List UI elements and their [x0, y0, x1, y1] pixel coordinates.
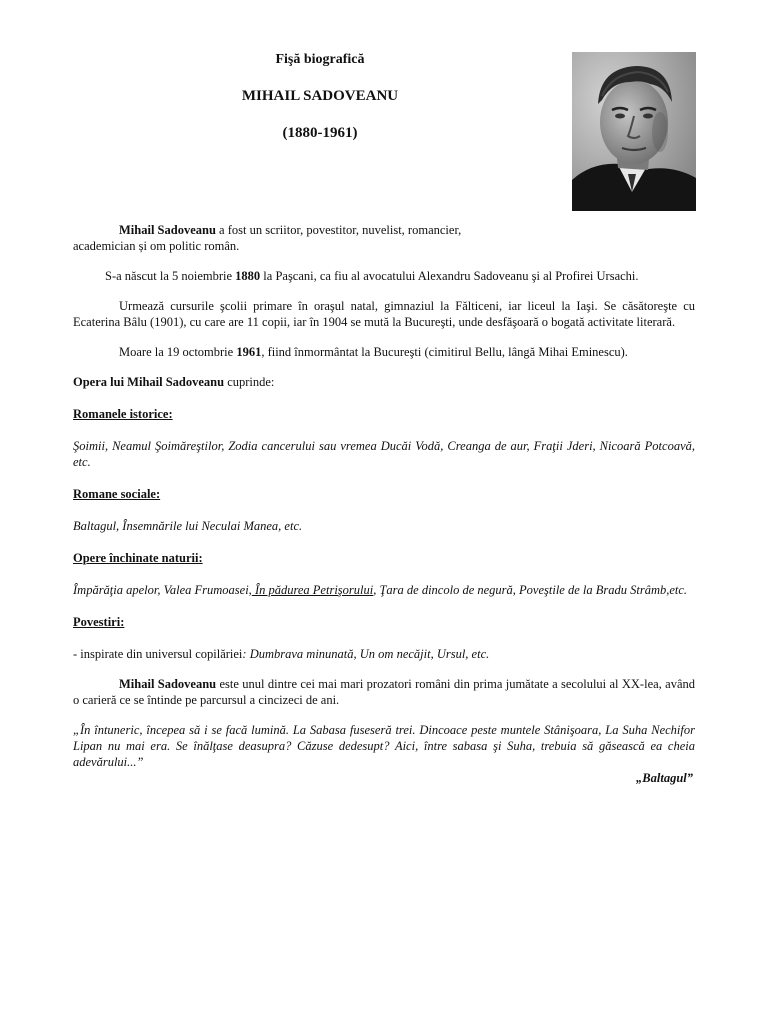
quote-paragraph: „În întuneric, începea să i se facă lumină. La Sabasa fuseseră trei. Dincoace peste muntele Stânişoara, La Suha Nechifor Lipan nu mai era. Se înălţase deasupra? Căzuse dedesupt? Aici, între sabasa şi Suha, trebuia să găsească ea cheia adevărului...”	[73, 723, 695, 769]
opera-intro-rest: cuprinde:	[224, 375, 275, 389]
intro-text-1: a fost un scriitor, povestitor, nuvelist, romancier,	[215, 223, 462, 237]
opera-intro	[73, 374, 695, 390]
historical-novels-heading: Romanele istorice:	[73, 407, 173, 421]
death-paragraph	[73, 344, 695, 360]
education-paragraph: Urmează cursurile şcolii primare în oraşul natal, gimnaziul la Fălticeni, iar liceul la Iaşi. Se căsătoreşte cu Ecaterina Bâlu (1901), cu care are 11 copii, iar în 1904 se mută la Bucureşti, unde desfăşoară o bogată activitate literară.	[73, 299, 695, 329]
intro-author-name: Mihail Sadoveanu	[119, 223, 216, 237]
author-years: (1880-1961)	[282, 125, 358, 141]
opera-intro-bold: Opera lui Mihail Sadoveanu	[73, 375, 225, 389]
nature-works-link: În pădurea Petrişorului	[251, 583, 374, 597]
page-title: Fişă biografică	[275, 52, 365, 67]
social-novels-heading: Romane sociale:	[73, 487, 161, 501]
conclusion-paragraph	[73, 676, 695, 708]
social-novels-list: Baltagul, Însemnările lui Neculai Manea, etc.	[73, 519, 303, 533]
death-text-2: , fiind înmormântat la Bucureşti (cimitirul Bellu, lângă Mihai Eminescu).	[261, 345, 628, 359]
conclusion-text: este unul dintre cei mai mari prozatori români din prima jumătate a secolului al XX-lea, având o carieră ce se întinde pe parcursul a cincizeci de ani.	[73, 677, 695, 707]
birth-text-1: S-a născut la 5 noiembrie	[105, 269, 236, 283]
nature-works-heading: Opere închinate naturii:	[73, 551, 203, 565]
birth-text-2: la Paşcani, ca fiu al avocatului Alexandru Sadoveanu şi al Profirei Ursachi.	[260, 269, 639, 283]
portrait-photo-icon	[572, 52, 696, 211]
birth-year: 1880	[235, 269, 261, 283]
historical-novels-list: Şoimii, Neamul Şoimăreştilor, Zodia cancerului sau vremea Ducăi Vodă, Creanga de aur, Fraţii Jderi, Nicoară Potcoavă, etc.	[73, 439, 695, 469]
author-portrait	[572, 52, 696, 211]
birth-paragraph	[73, 268, 695, 284]
nature-works-before: Împărăţia apelor, Valea Frumoasei,	[73, 583, 252, 597]
nature-works-list	[73, 582, 695, 598]
death-year: 1961	[236, 345, 262, 359]
intro-line-1	[73, 222, 695, 238]
intro-line-2: academician și om politic român.	[73, 239, 240, 253]
stories-heading: Povestiri:	[73, 615, 125, 629]
nature-works-after: , Ţara de dincolo de negură, Poveştile de la Bradu Strâmb,etc.	[373, 583, 688, 597]
biography-body	[73, 222, 695, 786]
death-text-1: Moare la 19 octombrie	[119, 345, 237, 359]
page-header	[170, 52, 470, 142]
conclusion-author-name: Mihail Sadoveanu	[119, 677, 217, 691]
stories-titles: : Dumbrava minunată, Un om necăjit, Ursul, etc.	[242, 647, 490, 661]
author-name: MIHAIL SADOVEANU	[241, 88, 399, 104]
stories-prefix: - inspirate din universul copilăriei	[73, 647, 243, 661]
stories-list	[73, 646, 695, 662]
quote-source: „Baltagul”	[636, 771, 693, 785]
